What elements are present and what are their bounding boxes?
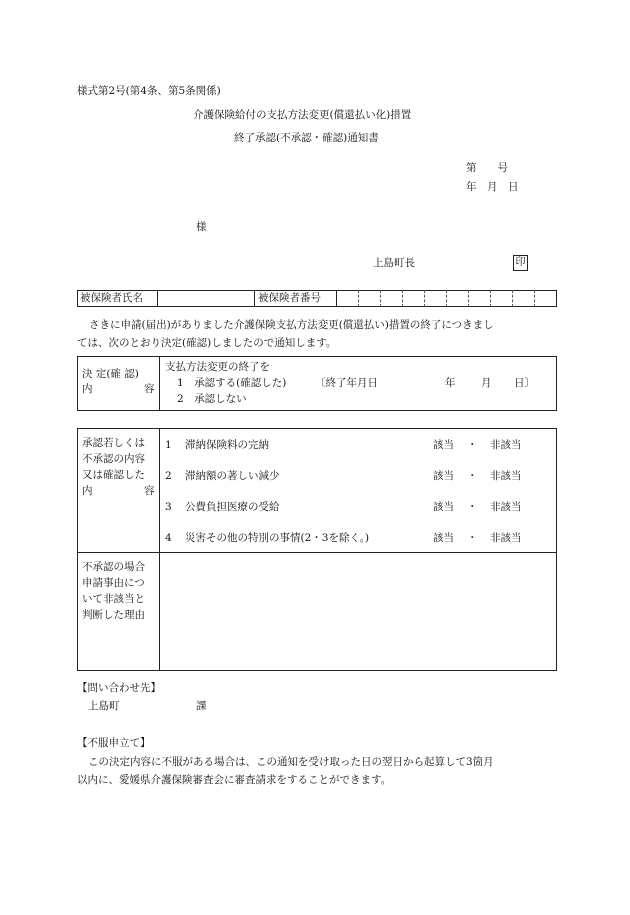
reason-label-line: 不承認の内容 xyxy=(82,453,145,465)
reason-item-text: 災害その他の特別の事情(2・3を除く。) xyxy=(185,532,370,544)
reason-label-b: 容 xyxy=(144,485,155,497)
contact-division: 課 xyxy=(196,700,207,712)
reasons-table xyxy=(77,428,557,671)
end-date-year: 年 xyxy=(445,377,456,389)
intro-line-1: さきに申請(届出)がありました介護保険支払方法変更(償還払い)措置の終了につきまし xyxy=(89,319,494,331)
decision-option-approve: 1 承認する(確認した) xyxy=(177,377,287,389)
title-line-1: 介護保険給付の支払方法変更(償還払い化)措置 xyxy=(193,109,412,121)
separator-dot: ・ xyxy=(467,501,478,513)
rejection-label-line: 申請事由につ xyxy=(82,577,145,589)
official-seal: 印 xyxy=(513,255,528,271)
reason-label-a: 内 xyxy=(82,485,93,497)
reason-item-number: 1 xyxy=(165,439,172,451)
applicable-option: 該当 xyxy=(433,439,454,451)
rejection-label-line: 判断した理由 xyxy=(82,609,145,621)
reason-item-text: 公費負担医療の受給 xyxy=(185,501,280,513)
reason-item-number: 4 xyxy=(165,532,172,544)
decision-label-b: 容 xyxy=(144,383,155,395)
appeal-heading: 【不服申立て】 xyxy=(77,737,151,749)
not-applicable-option: 非該当 xyxy=(490,501,522,513)
applicable-option: 該当 xyxy=(433,532,454,544)
separator-dot: ・ xyxy=(467,532,478,544)
rejection-label-line: いて非該当と xyxy=(82,593,145,605)
intro-line-2: ては、次のとおり決定(確認)しましたので通知します。 xyxy=(77,337,337,349)
separator-dot: ・ xyxy=(467,439,478,451)
form-number: 様式第2号(第4条、第5条関係) xyxy=(77,85,221,97)
document-number-label: 第 号 xyxy=(466,162,508,174)
applicable-option: 該当 xyxy=(433,470,454,482)
not-applicable-option: 非該当 xyxy=(490,439,522,451)
contact-heading: 【問い合わせ先】 xyxy=(77,682,161,694)
decision-option-reject: 2 承認しない xyxy=(177,393,247,405)
not-applicable-option: 非該当 xyxy=(490,470,522,482)
appeal-line-2: 以内に、愛媛県介護保険審査会に審査請求をすることができます。 xyxy=(77,774,392,786)
reason-label-line: 又は確認した xyxy=(82,469,145,481)
title-line-2: 終了承認(不承認・確認)通知書 xyxy=(234,132,379,144)
not-applicable-option: 非該当 xyxy=(490,532,522,544)
appeal-line-1: この決定内容に不服がある場合は、この通知を受け取った日の翌日から起算して3箇月 xyxy=(88,756,494,768)
end-date-label: 〔終了年月日 xyxy=(315,377,378,389)
insured-name-label: 被保険者氏名 xyxy=(80,292,143,304)
decision-heading: 支払方法変更の終了を xyxy=(165,361,270,373)
separator-dot: ・ xyxy=(467,470,478,482)
reason-item-text: 滞納保険料の完納 xyxy=(185,439,269,451)
issuer-name: 上島町長 xyxy=(373,257,415,269)
issue-date-label: 年 月 日 xyxy=(466,181,519,193)
end-date-month: 月 xyxy=(481,377,492,389)
reason-item-text: 滞納額の著しい減少 xyxy=(185,470,280,482)
decision-label-a: 内 xyxy=(82,383,93,395)
reason-item-number: 3 xyxy=(165,501,172,513)
applicable-option: 該当 xyxy=(433,501,454,513)
addressee-suffix: 様 xyxy=(196,221,207,233)
contact-town: 上島町 xyxy=(88,700,120,712)
decision-label: 決 定(確 認) xyxy=(82,368,139,380)
insured-number-label: 被保険者番号 xyxy=(258,292,321,304)
reason-item-number: 2 xyxy=(165,470,172,482)
reason-label-line: 承認若しくは xyxy=(82,437,145,449)
rejection-label-line: 不承認の場合 xyxy=(82,561,145,573)
end-date-day: 日〕 xyxy=(514,377,535,389)
